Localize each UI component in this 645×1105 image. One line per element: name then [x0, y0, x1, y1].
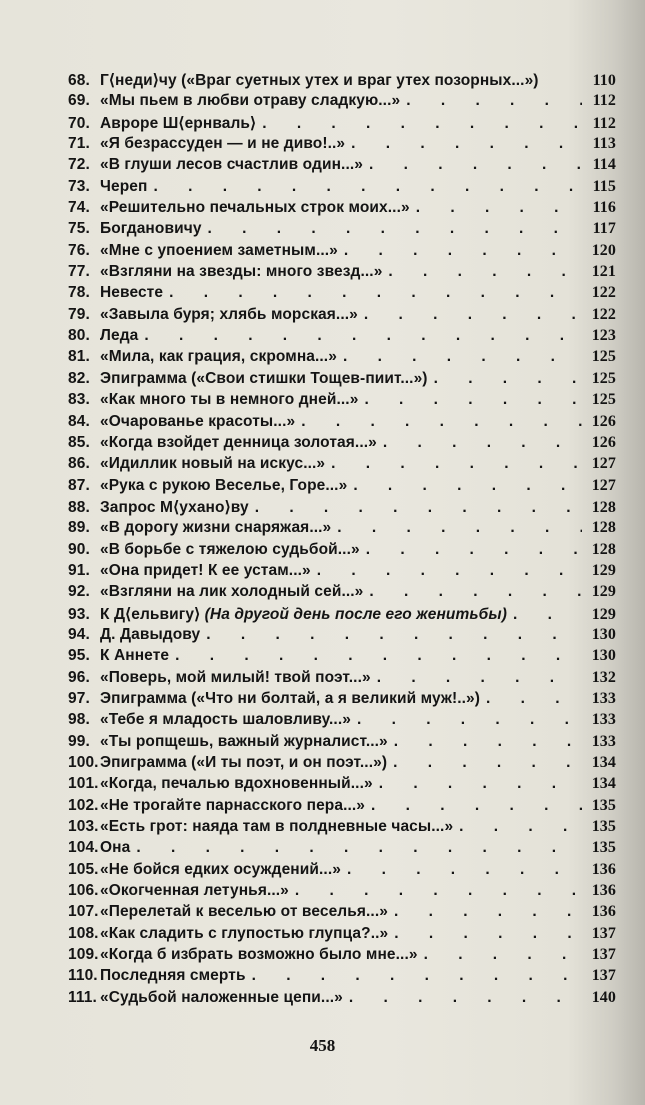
entry-page-number: 133 — [591, 732, 616, 750]
entry-number: 89. — [68, 519, 90, 537]
entry-title — [100, 861, 341, 879]
entry-number: 86. — [68, 455, 90, 473]
toc-entry — [68, 839, 616, 860]
toc-entry — [68, 903, 616, 924]
entry-title-text: Д. Давыдову — [100, 625, 201, 643]
entry-number: 98. — [68, 711, 90, 729]
entry-title-text: Последняя смерть — [100, 967, 246, 985]
entry-title-text: К Аннете — [100, 647, 170, 665]
dot-leader — [379, 775, 582, 793]
dot-leader — [424, 946, 582, 964]
entry-title — [100, 348, 337, 366]
entry-title-text: «Как сладить с глупостью глупца?..» — [100, 924, 389, 942]
entry-number: 87. — [68, 476, 90, 494]
entry-page-number: 137 — [591, 967, 616, 985]
entry-title-text: «Мы пьем в любви отраву сладкую...» — [100, 92, 401, 110]
dot-leader — [136, 839, 582, 857]
entry-number: 79. — [68, 305, 90, 323]
entry-number: 88. — [68, 498, 90, 516]
entry-title — [100, 626, 200, 644]
entry-page-number: 137 — [591, 946, 616, 964]
entry-title-text: «Окогченная летунья...» — [100, 882, 289, 900]
entry-page-number: 116 — [592, 199, 616, 217]
entry-page-number: 133 — [591, 689, 616, 707]
entry-title — [100, 839, 130, 857]
entry-title — [100, 882, 289, 900]
entry-page-number: 128 — [591, 498, 616, 516]
entry-title-text: Эпиграмма («И ты поэт, и он поэт...») — [100, 754, 388, 771]
entry-title-text: «Я безрассуден — и не диво!..» — [100, 135, 346, 153]
entry-title — [100, 242, 338, 260]
entry-number: 108. — [68, 924, 99, 942]
entry-title-text: «Тебе я младость шаловливу...» — [100, 711, 351, 729]
entry-number: 70. — [68, 114, 90, 132]
entry-page-number: 132 — [591, 668, 616, 686]
entry-title — [100, 477, 347, 495]
entry-title — [100, 669, 371, 687]
entry-page-number: 130 — [591, 625, 616, 643]
toc-entry — [68, 114, 616, 135]
entry-number: 72. — [68, 156, 90, 174]
entry-page-number: 117 — [592, 220, 616, 238]
entry-page-number: 120 — [591, 241, 616, 259]
dot-leader — [393, 754, 582, 772]
toc-entry — [68, 92, 616, 113]
toc-entry — [68, 711, 616, 732]
entry-title — [100, 263, 382, 281]
entry-title — [100, 220, 202, 238]
dot-leader — [169, 284, 582, 302]
entry-title-text: «В борьбе с тяжелою судьбой...» — [100, 540, 360, 558]
dot-leader — [353, 477, 582, 495]
entry-number: 83. — [68, 391, 90, 409]
entry-page-number: 129 — [591, 561, 616, 579]
dot-leader — [252, 967, 582, 985]
entry-title — [100, 199, 410, 217]
entry-title-text: Она — [100, 839, 131, 857]
entry-title — [100, 434, 377, 452]
entry-title-text: «Когда взойдет денница золотая...» — [100, 433, 377, 451]
entry-page-number: 127 — [591, 476, 616, 494]
toc-entry — [68, 946, 616, 967]
entry-title-text: «В дорогу жизни снаряжая...» — [100, 519, 332, 537]
entry-page-number: 128 — [591, 540, 616, 558]
entry-title — [100, 156, 363, 174]
entry-title-text: «Рука с рукою Веселье, Горе...» — [100, 476, 348, 494]
entry-number: 80. — [68, 327, 90, 345]
toc-entry — [68, 178, 616, 199]
entry-number: 95. — [68, 647, 90, 665]
toc-entry — [68, 733, 616, 754]
entry-page-number: 133 — [591, 711, 616, 729]
dot-leader — [459, 818, 582, 836]
toc-entry — [68, 284, 616, 305]
entry-title-text: «Взгляни на звезды: много звезд...» — [100, 263, 383, 281]
entry-title — [100, 733, 388, 751]
entry-number: 94. — [68, 625, 90, 643]
toc-entry — [68, 477, 616, 498]
entry-title — [100, 583, 363, 601]
entry-title — [100, 903, 388, 921]
entry-page-number: 129 — [591, 583, 616, 601]
entry-number: 68. — [68, 72, 90, 89]
dot-leader — [317, 562, 582, 580]
entry-title-text: «Судьбой наложенные цепи...» — [100, 988, 343, 1006]
dot-leader — [175, 647, 582, 665]
entry-number: 91. — [68, 561, 90, 579]
dot-leader — [513, 606, 582, 624]
entry-title — [100, 498, 249, 517]
entry-number: 74. — [68, 199, 90, 217]
entry-title — [100, 989, 343, 1007]
toc-entry — [68, 775, 616, 796]
entry-title-text: «Когда, печалью вдохновенный...» — [100, 775, 373, 793]
toc-entry — [68, 71, 616, 92]
entry-title — [100, 711, 351, 729]
dot-leader — [364, 306, 582, 324]
entry-number: 81. — [68, 348, 90, 366]
entry-number: 104. — [68, 839, 99, 857]
dot-leader — [347, 861, 582, 879]
entry-number: 78. — [68, 284, 90, 302]
entry-title-text: «Мила, как грация, скромна...» — [100, 348, 337, 366]
entry-page-number: 130 — [591, 647, 616, 665]
entry-title — [100, 71, 539, 90]
entry-page-number: 125 — [591, 391, 616, 409]
dot-leader — [208, 220, 582, 238]
entry-title-text: «Взгляни на лик холодный сей...» — [100, 583, 364, 601]
toc-entry — [68, 455, 616, 476]
entry-number: 99. — [68, 732, 90, 750]
entry-page-number: 114 — [592, 156, 616, 174]
entry-title-text: Г⟨неди⟩чу («Враг суетных утех и враг утех позорных...») — [100, 72, 539, 89]
entry-number: 106. — [68, 882, 99, 900]
entry-page-number: 123 — [591, 327, 616, 345]
toc-entry — [68, 327, 616, 348]
dot-leader — [351, 135, 582, 153]
entry-title-text: Эпиграмма («Свои стишки Тощев-пиит...») — [100, 369, 428, 387]
entry-number: 97. — [68, 689, 90, 707]
entry-title — [100, 413, 295, 431]
entry-number: 77. — [68, 263, 90, 281]
entry-page-number: 125 — [591, 348, 616, 366]
page-number: 458 — [309, 1036, 336, 1055]
entry-title — [100, 754, 387, 772]
entry-page-number: 121 — [591, 263, 616, 281]
entry-number: 110. — [68, 967, 98, 985]
toc-entry — [68, 242, 616, 263]
dot-leader — [486, 690, 582, 708]
entry-page-number: 136 — [591, 860, 616, 878]
dot-leader — [295, 882, 582, 900]
entry-page-number: 135 — [591, 796, 616, 814]
entry-title — [100, 946, 418, 964]
entry-page-number: 115 — [592, 177, 616, 195]
entry-title-text: «Идиллик новый на искус...» — [100, 455, 326, 473]
toc-entry — [68, 370, 616, 391]
entry-title — [100, 690, 480, 708]
entry-title-text: «Мне с упоением заметным...» — [100, 241, 338, 259]
dot-leader — [357, 711, 582, 729]
entry-title — [100, 284, 163, 302]
entry-number: 93. — [68, 605, 90, 623]
entry-number: 75. — [68, 220, 90, 238]
entry-number: 96. — [68, 668, 90, 686]
entry-number: 101. — [68, 775, 99, 793]
toc-entry — [68, 263, 616, 284]
entry-title-text: Эпиграмма («Что ни болтай, а я великий муж!..») — [100, 689, 481, 707]
dot-leader — [366, 541, 582, 559]
entry-subtitle: (На другой день после его женитьбы) — [204, 605, 507, 623]
entry-title-text: Авроре Ш⟨ернваль⟩ — [100, 114, 257, 132]
entry-number: 90. — [68, 540, 90, 558]
entry-number: 92. — [68, 583, 90, 601]
toc-entry — [68, 882, 616, 903]
entry-page-number: 135 — [591, 839, 616, 857]
entry-title — [100, 327, 138, 345]
entry-title-text: «Есть грот: наяда там в полдневные часы...» — [100, 818, 454, 836]
entry-title-text: «Завыла буря; хлябь морская...» — [100, 305, 358, 323]
toc-entry — [68, 434, 616, 455]
toc-entry — [68, 626, 616, 647]
dot-leader — [144, 327, 582, 345]
toc-entry — [68, 306, 616, 327]
entry-title-text: Череп — [100, 177, 148, 195]
entry-title-text: «Решительно печальных строк моих...» — [100, 199, 410, 217]
toc-entry — [68, 562, 616, 583]
toc-entry — [68, 413, 616, 434]
toc-entry — [68, 861, 616, 882]
dot-leader — [416, 199, 582, 217]
entry-page-number: 134 — [591, 754, 616, 771]
entry-title-text: Невесте — [100, 284, 164, 302]
dot-leader — [369, 583, 582, 601]
entry-page-number: 126 — [591, 412, 616, 430]
dot-leader — [331, 455, 582, 473]
toc-entry — [68, 519, 616, 540]
entry-number: 73. — [68, 177, 90, 195]
entry-title — [100, 370, 428, 388]
entry-page-number: 137 — [591, 924, 616, 942]
entry-title — [100, 775, 373, 793]
entry-page-number: 136 — [591, 882, 616, 900]
entry-number: 107. — [68, 903, 99, 921]
entry-number: 69. — [68, 92, 90, 110]
entry-title-text: «В глуши лесов счастлив один...» — [100, 156, 363, 174]
entry-title — [100, 178, 147, 196]
dot-leader — [262, 115, 582, 133]
toc-entry — [68, 583, 616, 604]
toc-entry — [68, 754, 616, 775]
entry-title — [100, 391, 358, 409]
toc-entry — [68, 818, 616, 839]
entry-title-text: «Поверь, мой милый! твой поэт...» — [100, 668, 371, 686]
entry-page-number: 129 — [591, 605, 616, 623]
entry-title — [100, 455, 325, 473]
dot-leader — [371, 797, 582, 815]
entry-title — [100, 519, 331, 537]
entry-title-text: «Не бойся едких осуждений...» — [100, 860, 341, 878]
toc-entry — [68, 647, 616, 668]
dot-leader — [394, 925, 582, 943]
entry-title — [100, 605, 507, 624]
dot-leader — [388, 263, 582, 281]
entry-page-number: 134 — [591, 775, 616, 793]
entry-page-number: 127 — [591, 455, 616, 473]
entry-title — [100, 114, 256, 133]
toc-entry — [68, 156, 616, 177]
entry-number: 82. — [68, 369, 90, 387]
dot-leader — [434, 370, 582, 388]
entry-title — [100, 797, 365, 815]
dot-leader — [206, 626, 582, 644]
entry-number: 103. — [68, 818, 99, 836]
entry-page-number: 113 — [592, 135, 616, 153]
dot-leader — [301, 413, 582, 431]
entry-title — [100, 967, 246, 985]
toc-entry — [68, 605, 616, 626]
entry-page-number: 140 — [591, 988, 616, 1006]
dot-leader — [344, 242, 582, 260]
toc-entry — [68, 925, 616, 946]
dot-leader — [343, 348, 582, 366]
dot-leader — [349, 989, 582, 1007]
entry-title-text: Богдановичу — [100, 220, 202, 238]
entry-title-text: Леда — [100, 327, 139, 345]
entry-title-text: «Ты ропщешь, важный журналист...» — [100, 732, 388, 750]
dot-leader — [369, 156, 582, 174]
entry-page-number: 126 — [591, 433, 616, 451]
entry-number: 71. — [68, 135, 90, 153]
entry-page-number: 112 — [592, 92, 616, 110]
toc-entry — [68, 348, 616, 369]
toc-entry — [68, 669, 616, 690]
entry-page-number: 110 — [592, 72, 616, 89]
toc-entry — [68, 541, 616, 562]
dot-leader — [364, 391, 582, 409]
dot-leader — [394, 733, 582, 751]
entry-title-text: «Она придет! К ее устам...» — [100, 561, 311, 579]
entry-number: 109. — [68, 946, 99, 964]
entry-title-text: «Как много ты в немного дней...» — [100, 391, 359, 409]
entry-number: 76. — [68, 241, 90, 259]
entry-number: 102. — [68, 796, 99, 814]
toc-entry — [68, 391, 616, 412]
dot-leader — [383, 434, 582, 452]
dot-leader — [406, 92, 582, 110]
toc-entry — [68, 220, 616, 241]
table-of-contents — [68, 71, 616, 1010]
entry-number: 84. — [68, 412, 90, 430]
entry-title-text: Запрос М⟨ухано⟩ву — [100, 498, 249, 516]
entry-number: 111. — [68, 988, 97, 1006]
entry-title — [100, 306, 358, 324]
entry-title — [100, 135, 345, 153]
entry-title — [100, 562, 311, 580]
entry-number: 85. — [68, 433, 90, 451]
entry-page-number: 128 — [591, 519, 616, 537]
entry-page-number: 135 — [591, 818, 616, 836]
toc-entry — [68, 690, 616, 711]
dot-leader — [153, 178, 582, 196]
entry-page-number: 112 — [592, 114, 616, 132]
entry-page-number: 136 — [591, 903, 616, 921]
entry-title — [100, 647, 169, 665]
entry-title — [100, 818, 453, 836]
entry-title — [100, 541, 360, 559]
toc-entry — [68, 797, 616, 818]
entry-page-number: 125 — [591, 369, 616, 387]
entry-title — [100, 925, 388, 943]
toc-entry — [68, 989, 616, 1010]
entry-page-number: 122 — [591, 284, 616, 302]
entry-title-text: «Когда б избрать возможно было мне...» — [100, 946, 418, 964]
entry-title-text: К Д⟨ельвигу⟩ — [100, 605, 201, 623]
entry-title — [100, 92, 400, 110]
dot-leader — [337, 519, 582, 537]
toc-entry — [68, 967, 616, 988]
toc-entry — [68, 498, 616, 519]
toc-entry — [68, 199, 616, 220]
entry-title-text: «Очарованье красоты...» — [100, 412, 296, 430]
dot-leader — [394, 903, 582, 921]
entry-title-text: «Не трогайте парнасского пера...» — [100, 796, 366, 814]
entry-page-number: 122 — [591, 305, 616, 323]
dot-leader — [255, 499, 582, 517]
entry-number: 105. — [68, 860, 99, 878]
toc-entry — [68, 135, 616, 156]
dot-leader — [377, 669, 582, 687]
entry-number: 100. — [68, 754, 99, 771]
entry-title-text: «Перелетай к веселью от веселья...» — [100, 903, 388, 921]
